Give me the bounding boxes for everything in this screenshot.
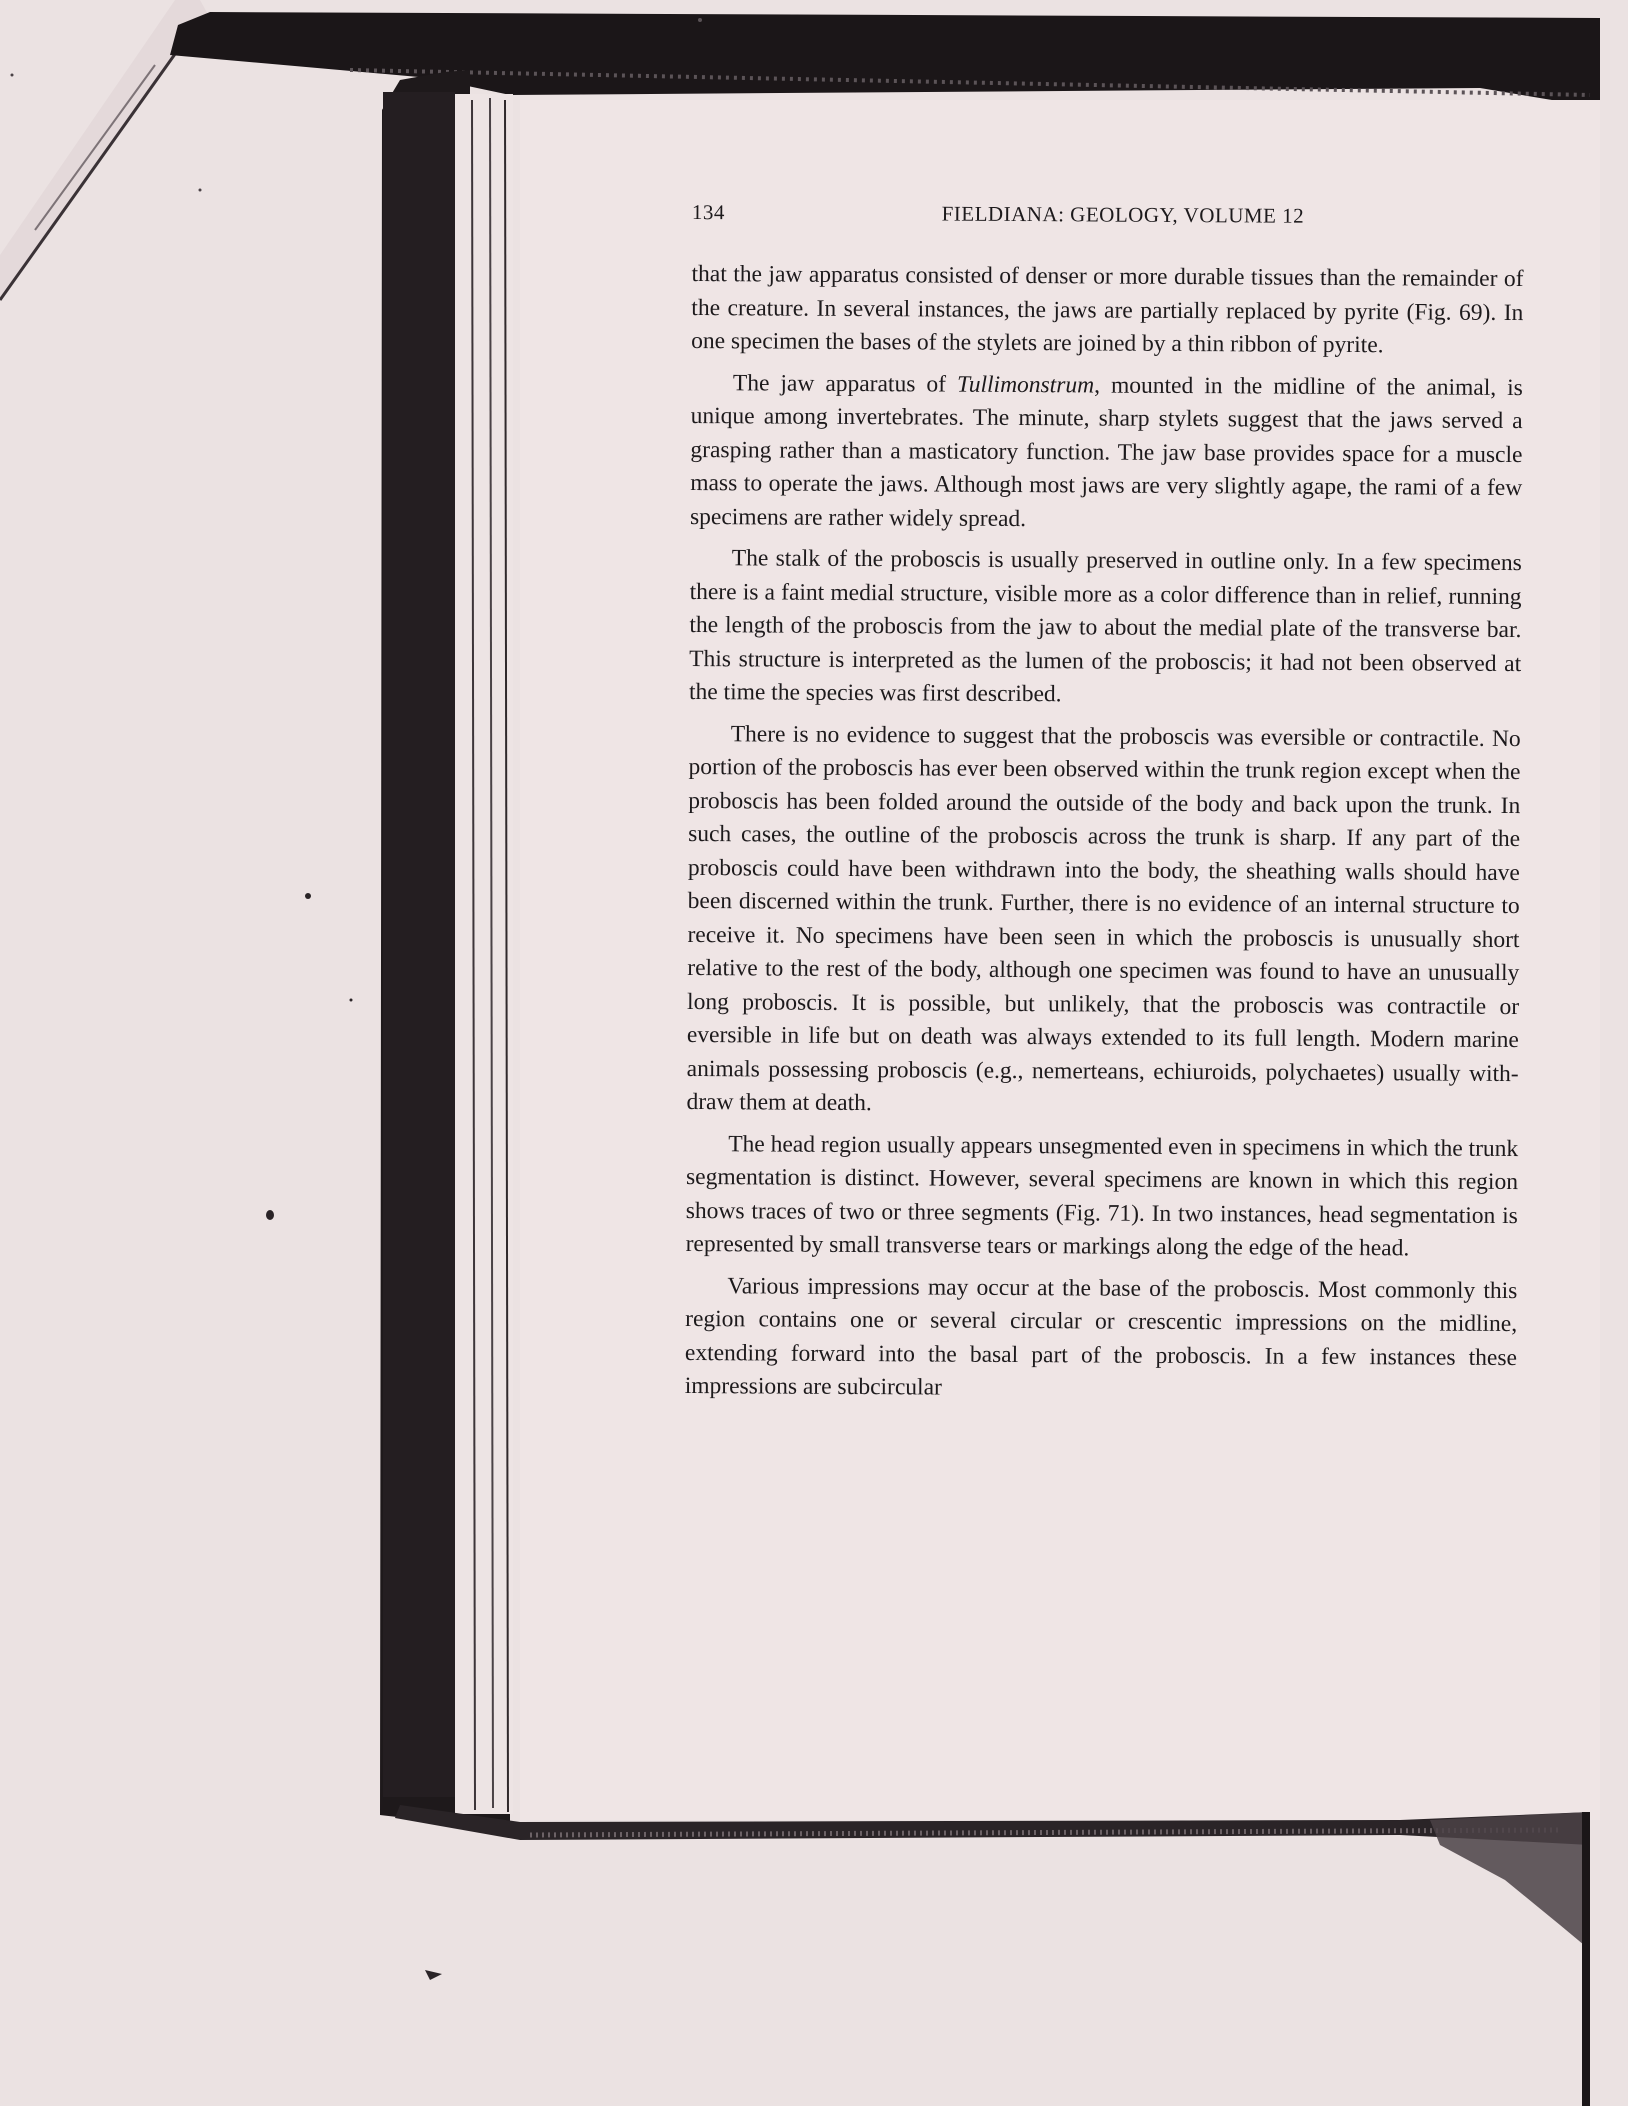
speck <box>698 18 702 22</box>
paragraph-6: Various impressions may occur at the base of the proboscis. Most commonly this region contains one or several circular or crescentic impressions on the midline, extending forward into the basal part of the proboscis. In a few instances these impressions are subcircular <box>684 1272 1518 1401</box>
taxon-name: Tullimonstrum <box>956 371 1095 398</box>
speck <box>305 893 311 899</box>
paragraph-4: There is no evidence to suggest that the proboscis was eversible or contractile. No portion of the proboscis has ever been observed within the trunk region except when the proboscis has been folded around the outside of the body and back upon the trunk. In such cases, the outline of the proboscis across the trunk is sharp. If any part of the proboscis could have been withdrawn into the body, the sheathing walls should have been discerned within the trunk. Further, there is no evidence of an internal structure to receive it. No specimens have been seen in which the proboscis is unusually short relative to the rest of the body, although one specimen was found to have an unusually long proboscis. It is possible, but unlikely, that the proboscis was contractile or eversible in life but on death was always extended to its full length. Modern marine animals possessing proboscis (e.g., nemerteans, echiuroids, polychaetes) usually withdraw them at death. <box>686 720 1521 1117</box>
left-spine-band <box>383 92 455 1797</box>
page-corner-edge-2 <box>35 65 155 230</box>
paragraph-2-start: The jaw apparatus of <box>732 369 958 398</box>
paragraph-5: The head region usually appears unsegmented even in specimens in which the trunk segmentation is distinct. However, several specimens are known in which this region shows traces of two or three segments (Fig. 71). In two instances, head segmentation is represented by small transverse tears or markings along the edge of the head. <box>685 1130 1519 1262</box>
speck <box>11 74 14 77</box>
page-stack-edge <box>455 94 513 1814</box>
speck <box>350 999 353 1002</box>
paragraph-2 <box>690 366 1523 539</box>
running-head <box>692 200 1524 241</box>
paragraph-3: The stalk of the proboscis is usually preserved in outline only. In a few specimens there is a faint medial structure, visible more as a color difference than in relief, running the length of the proboscis from the jaw to about the medial plate of the transverse bar. This structure is interpreted as the lumen of the proboscis; it had not been observed at the time the species was first described. <box>688 545 1522 708</box>
right-edge-rule <box>1582 1812 1590 2106</box>
page-content <box>685 200 1524 1417</box>
journal-title: FIELDIANA: GEOLOGY, VOLUME 12 <box>941 201 1305 228</box>
page-number: 134 <box>691 200 725 225</box>
paragraph-2-rest: , mounted in the midline of the animal, is unique among invertebrates. The minute, sharp stylets suggest that the jaws served a grasping rather than a masticatory function. The jaw base provides space for a muscle mass to operate the jaws. Although most jaws are very slightly agape, the rami of a few specimens are rather widely spread. <box>689 371 1523 532</box>
speck <box>266 1210 274 1220</box>
body-text <box>685 258 1524 1409</box>
page-corner-edge <box>0 40 185 300</box>
paragraph-1: that the jaw apparatus consisted of denser or more durable tissues than the remainder of the creature. In several instances, the jaws are partially replaced by pyrite (Fig. 69). In one specimen the bases of the stylets are joined by a thin ribbon of pyrite. <box>691 260 1524 359</box>
right-curl-shadow <box>1430 1812 1590 1950</box>
speck <box>425 1970 442 1980</box>
speck <box>199 189 202 192</box>
